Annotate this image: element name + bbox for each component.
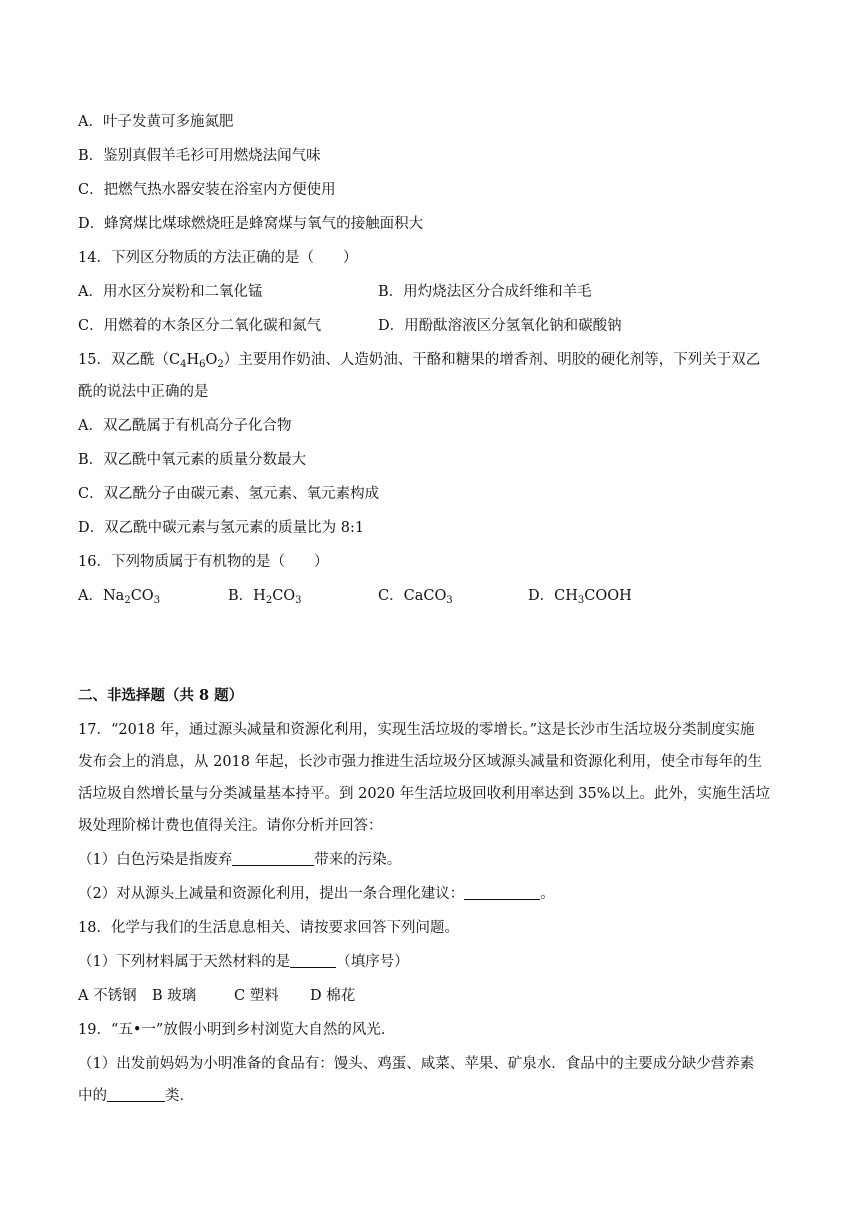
- q15-formula-c: C: [168, 352, 181, 368]
- q16-option-c-label: C．: [378, 588, 404, 604]
- q16-option-b: [228, 586, 302, 606]
- q16-option-a: [78, 586, 160, 606]
- section-2-title: 二、非选择题（共 8 题）: [78, 687, 244, 704]
- q16-option-d-part1: CH: [554, 588, 578, 604]
- q15-option-c: C．双乙酰分子由碳元素、氢元素、氧元素构成: [78, 486, 380, 502]
- q16-option-d-sub1: 3: [577, 595, 585, 606]
- q16-option-b-part1: H: [253, 588, 266, 604]
- q14-option-b: B．用灼烧法区分合成纤维和羊毛: [378, 284, 592, 300]
- q16-option-a-sub1: 2: [124, 595, 131, 606]
- q18-sub1-prefix: （1）下列材料属于天然材料的是: [78, 954, 291, 970]
- q17-line2: 发布会上的消息，从 2018 年起，长沙市强力推进生活垃圾分区域源头减量和资源化利用，使全市每年的生: [78, 754, 763, 770]
- q18-option-b: B 玻璃: [152, 988, 197, 1004]
- q18-option-d: D 棉花: [310, 988, 356, 1004]
- q15-stem-line2: 酰的说法中正确的是: [78, 384, 209, 400]
- q13-option-b: B．鉴别真假羊毛衫可用燃烧法闻气味: [78, 148, 321, 164]
- q18-sub1-suffix: （填序号）: [336, 954, 409, 970]
- q16-stem: 16．下列物质属于有机物的是（ ）: [78, 554, 329, 570]
- q15-stem-rest: ）主要用作奶油、人造奶油、干酪和糖果的增香剂、明胶的硬化剂等，下列关于双乙: [223, 352, 761, 368]
- q17-sub1-suffix: 带来的污染。: [314, 852, 402, 868]
- q15-formula-h-count: 6: [199, 359, 206, 370]
- q17-sub1: [78, 850, 800, 870]
- q16-option-a-part2: CO: [130, 588, 154, 604]
- q16-option-c: [378, 586, 453, 606]
- q13-option-a: A．叶子发黄可多施氮肥: [78, 114, 234, 130]
- q14-stem: 14．下列区分物质的方法正确的是（ ）: [78, 250, 358, 266]
- q14-option-c: C．用燃着的木条区分二氧化碳和氮气: [78, 318, 322, 334]
- q15-option-d: D．双乙酰中碳元素与氢元素的质量比为 8:1: [78, 520, 365, 536]
- q14-option-d: D．用酚酞溶液区分氢氧化钠和碳酸钠: [378, 318, 622, 334]
- q16-option-a-label: A．: [78, 588, 103, 604]
- q15-formula-o: O: [205, 352, 218, 368]
- q16-option-a-part1: Na: [102, 588, 125, 604]
- q16-option-d-label: D．: [528, 588, 555, 604]
- q16-option-c-sub1: 3: [446, 595, 453, 606]
- q16-option-c-part1: CaCO: [403, 588, 447, 604]
- q17-line3: 活垃圾自然增长量与分类减量基本持平。到 2020 年生活垃圾回收利用率达到 35%以上。此外，实施生活垃: [78, 786, 770, 802]
- q15-stem-prefix: 15．双乙酰（: [78, 352, 169, 368]
- q16-option-b-part2: CO: [272, 588, 296, 604]
- q16-option-b-sub1: 2: [265, 595, 273, 606]
- q17-sub2-answer-blank[interactable]: [464, 884, 540, 900]
- q17-line4: 圾处理阶梯计费也值得关注。请你分析并回答：: [78, 818, 383, 834]
- q18-option-a: A 不锈钢: [78, 988, 137, 1004]
- q15-formula: [169, 352, 224, 368]
- q16-option-b-sub2: 3: [295, 595, 302, 606]
- q15-option-b: B．双乙酰中氧元素的质量分数最大: [78, 452, 307, 468]
- q19-stem: 19．“五•一”放假小明到乡村浏览大自然的风光．: [78, 1022, 396, 1038]
- q15-stem-line1: [78, 350, 800, 370]
- q16-option-a-sub2: 3: [153, 595, 161, 606]
- q19-sub1-prefix: 中的: [78, 1088, 107, 1104]
- q15-formula-h: H: [186, 352, 200, 368]
- q19-sub1-line1: （1）出发前妈妈为小明准备的食品有：馒头、鸡蛋、咸菜、苹果、矿泉水．食品中的主要成分缺少营养素: [78, 1056, 755, 1072]
- q15-formula-c-count: 4: [180, 359, 187, 370]
- q17-sub1-answer-blank[interactable]: [232, 850, 314, 866]
- q18-sub1-answer-blank[interactable]: [290, 952, 336, 968]
- q14-option-a: A．用水区分炭粉和二氧化锰: [78, 284, 263, 300]
- q18-sub1: [78, 952, 800, 972]
- q17-sub2-prefix: （2）对从源头上减量和资源化利用，提出一条合理化建议：: [78, 886, 465, 902]
- q19-sub1-answer-blank[interactable]: [107, 1086, 165, 1102]
- q17-sub2-suffix: 。: [540, 886, 555, 902]
- q19-sub1-suffix: 类．: [165, 1088, 194, 1104]
- q18-option-c: C 塑料: [234, 988, 279, 1004]
- q15-formula-o-count: 2: [217, 359, 224, 370]
- q16-option-d: [528, 586, 632, 606]
- q17-sub2: [78, 884, 800, 904]
- q15-option-a: A．双乙酰属于有机高分子化合物: [78, 418, 292, 434]
- q16-option-b-label: B．: [228, 588, 254, 604]
- q13-option-c: C．把燃气热水器安装在浴室内方便使用: [78, 182, 336, 198]
- q17-sub1-prefix: （1）白色污染是指废弃: [78, 852, 233, 868]
- q16-option-d-part2: COOH: [584, 588, 632, 604]
- q19-sub1-line2: [78, 1086, 800, 1106]
- q17-line1: 17．“2018 年，通过源头减量和资源化利用，实现生活垃圾的零增长。”这是长沙市生活垃圾分类制度实施: [78, 722, 755, 738]
- q13-option-d: D．蜂窝煤比煤球燃烧旺是蜂窝煤与氧气的接触面积大: [78, 216, 424, 232]
- q18-stem: 18．化学与我们的生活息息相关、请按要求回答下列问题。: [78, 920, 459, 936]
